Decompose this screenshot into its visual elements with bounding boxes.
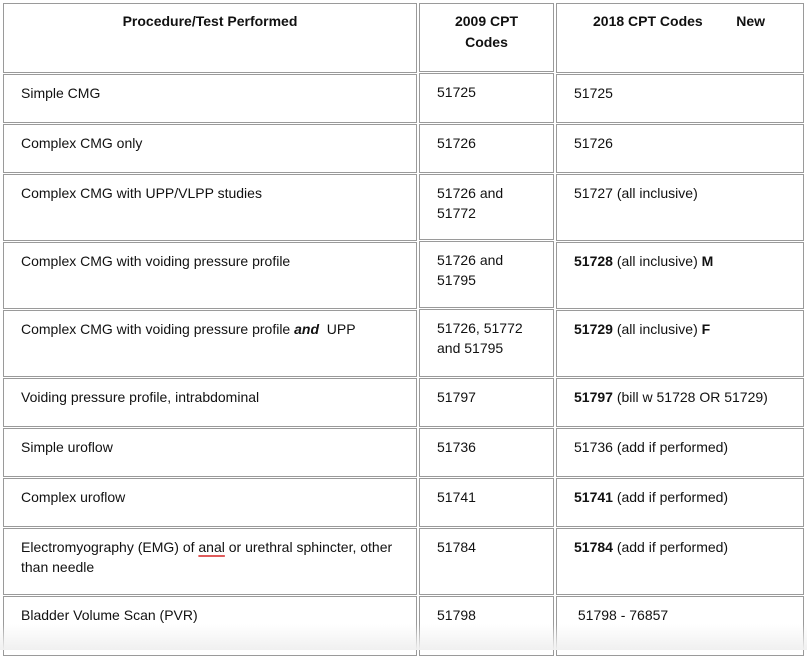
code-2018-text: (add if performed): [612, 539, 729, 555]
code-2018-text: (add if performed): [612, 489, 729, 505]
procedure-text-end: or urethral sphincter, other than needle: [21, 539, 393, 575]
code-2018-text: (all inclusive): [612, 253, 702, 269]
procedure-text: Complex uroflow: [21, 489, 126, 505]
code-2018-bold: 51728: [574, 253, 613, 269]
procedure-text: Simple CMG: [21, 85, 101, 101]
table-row-procedure: [3, 596, 417, 656]
code-2018-text: 51798 - 76857: [574, 607, 669, 623]
table-row-2018: [556, 428, 804, 477]
header-procedure-label: Procedure/Test Performed: [122, 13, 298, 29]
table-row-2018: [556, 242, 804, 309]
table-row-2018: [556, 174, 804, 241]
table-row-2009: [419, 596, 554, 656]
table-row-2009: [419, 241, 554, 308]
code-2009-text: 51736: [437, 439, 476, 455]
table-row-procedure: [3, 378, 417, 427]
table-row-2018: [556, 124, 804, 173]
procedure-text: Complex CMG with UPP/VLPP studies: [21, 185, 262, 201]
procedure-text: Voiding pressure profile, intrabdominal: [21, 389, 260, 405]
procedure-text-end: UPP: [319, 321, 356, 337]
code-2018-flag: M: [701, 253, 714, 269]
code-2009-text: 51726, 51772 and 51795: [437, 320, 523, 356]
table-row-2009: [419, 309, 554, 377]
code-2009-text: 51741: [437, 489, 476, 505]
table-row-procedure: [3, 528, 417, 595]
header-2009-label: 2009 CPT Codes: [454, 13, 519, 50]
code-2018-text: (bill w 51728 OR 51729): [612, 389, 768, 405]
code-2009-text: 51725: [437, 84, 476, 100]
table-row-2009: [419, 528, 554, 595]
code-2018-text: 51736 (add if performed): [574, 439, 729, 455]
table-row-procedure: [3, 174, 417, 241]
header-new-label: New: [736, 13, 765, 29]
code-2018-bold: 51741: [574, 489, 613, 505]
code-2009-text: 51797: [437, 389, 476, 405]
table-row-procedure: [3, 478, 417, 527]
code-2009-text: 51726: [437, 135, 476, 151]
procedure-text-emphasis: and: [294, 321, 319, 337]
code-2018-text: (all inclusive): [612, 321, 702, 337]
table-row-2018: [556, 478, 804, 527]
table-row-2009: [419, 478, 554, 527]
table-row-2009: [419, 73, 554, 123]
code-2018-bold: 51797: [574, 389, 613, 405]
procedure-text-start: Electromyography (EMG) of: [21, 539, 199, 555]
code-2018-text: 51727 (all inclusive): [574, 185, 698, 201]
header-2018-label: 2018 CPT Codes: [593, 13, 703, 29]
table-row-2018: [556, 74, 804, 123]
table-row-procedure: [3, 242, 417, 309]
header-2018: [556, 3, 804, 73]
code-2009-text: 51726 and 51795: [437, 252, 504, 288]
table-row-2018: [556, 528, 804, 595]
code-2018-text: 51725: [574, 85, 613, 101]
table-row-procedure: [3, 310, 417, 377]
procedure-text: Bladder Volume Scan (PVR): [21, 607, 198, 623]
procedure-text: Complex CMG with voiding pressure profile: [21, 253, 291, 269]
code-2009-text: 51798: [437, 607, 476, 623]
code-2009-text: 51784: [437, 539, 476, 555]
table-row-2009: [419, 174, 554, 240]
spellcheck-underlined-word: anal: [198, 539, 225, 555]
table-row-procedure: [3, 74, 417, 123]
header-procedure: [3, 3, 417, 73]
table-row-2018: [556, 310, 804, 377]
table-row-2018: [556, 378, 804, 427]
table-row-2009: [419, 378, 554, 427]
table-row-2009: [419, 428, 554, 477]
procedure-text: Simple uroflow: [21, 439, 113, 455]
table-row-2018: [556, 596, 804, 656]
procedure-text-start: Complex CMG with voiding pressure profile: [21, 321, 295, 337]
code-2018-bold: 51784: [574, 539, 613, 555]
table-row-procedure: [3, 428, 417, 477]
code-2018-text: 51726: [574, 135, 613, 151]
header-2009: [419, 3, 554, 72]
procedure-text: Complex CMG only: [21, 135, 143, 151]
table-row-procedure: [3, 124, 417, 173]
table-row-2009: [419, 124, 554, 173]
code-2018-bold: 51729: [574, 321, 613, 337]
code-2009-text: 51726 and 51772: [437, 185, 504, 221]
code-2018-flag: F: [701, 321, 711, 337]
